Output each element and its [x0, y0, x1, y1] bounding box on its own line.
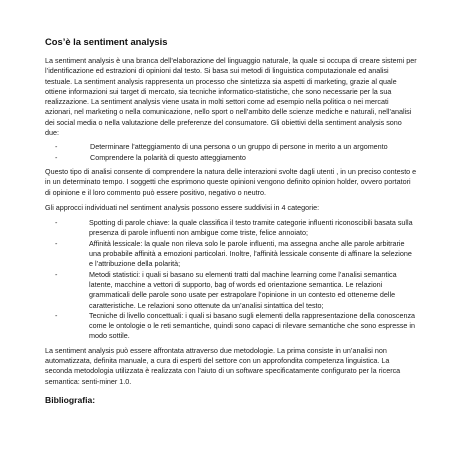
list-item: [45, 218, 417, 239]
objectives-list: [45, 142, 417, 163]
list-item: [45, 270, 417, 311]
dash-bullet: -: [55, 218, 58, 228]
list-item-text: Tecniche di livello concettuali: i quali si basano sugli elementi della rappresentazione della conoscenza come le ontologie o le reti semantiche, quindi sono capaci di rilevare semantiche che sono espresse in modo sottile.: [89, 310, 416, 341]
list-item: [45, 311, 417, 342]
list-item: [45, 239, 417, 270]
dash-bullet: -: [55, 269, 58, 279]
list-item: [45, 153, 417, 163]
list-item-text: Metodi statistici: i quali si basano su elementi tratti dal machine learning come l’analisi semantica latente, macchine a vettori di supporto, bag of words ed orientazione semantica. Le relazioni grammaticali delle parole sono usate per estrapolare l’opinione in un contesto ed ottenerne delle caratteristiche. Le relazioni sono ottenute da un’analisi sintattica del testo;: [89, 269, 397, 310]
list-item-text: Affinità lessicale: la quale non rileva solo le parole influenti, ma assegna anche alle parole arbitrarie una probabile affinità a emozioni particolari. Inoltre, l’affinità lessicale consente di affinare la selezione e l’attribuzione della polarità;: [89, 238, 412, 269]
list-item-text: Spotting di parole chiave: la quale classifica il testo tramite categorie influenti riconoscibili basata sulla presenza di parole influenti non ambigue come triste, felice annoiato;: [89, 218, 413, 238]
dash-bullet: -: [55, 142, 58, 152]
dash-bullet: -: [55, 238, 58, 248]
intro-paragraph: La sentiment analysis è una branca dell’elaborazione del linguaggio naturale, la quale si occupa di creare sistemi per l’identificazione ed estrazioni di opinioni dal testo. Si basa sui metodi di linguistica computazionale ed analisi testuale. La sentiment analysis rappresenta un processo che sintetizza sia aspetti di marketing, grazie al quale ottiene informazioni sui target di mercato, sia tecniche informatico-statistiche, che sono necessarie per la sua realizzazione. La sentiment analysis viene usata in molti settori come ad esempio nella politica o nei mercati azionari, nel marketing o nella comunicazione, nello sport o nell’ambito delle scienze mediche e naturali, nell’analisi dei social media o nella valutazione delle preferenze del consumatore. Gli obiettivi della sentiment analysis sono due:: [45, 56, 417, 138]
categories-intro-paragraph: Gli approcci individuati nel sentiment analysis possono essere suddivisi in 4 categorie:: [45, 202, 320, 212]
categories-list: [45, 218, 417, 342]
context-paragraph: Questo tipo di analisi consente di comprendere la natura delle interazioni svolte dagli utenti , in un preciso contesto e in un determinato tempo. I soggetti che esprimono queste opinioni vengono definito opinion holder, ovvero portatori di opinione e il loro commento può essere positivo, negativo o neutro.: [45, 166, 417, 197]
list-item-text: Comprendere la polarità di questo atteggiamento: [90, 152, 246, 162]
methodology-paragraph: La sentiment analysis può essere affrontata attraverso due metodologie. La prima consiste in un’analisi non automatizzata, definita manuale, a cura di esperti del settore con un approfondita competenza linguistica. La seconda metodologia utilizzata è realizzata con l’aiuto di un software specificatamente configurato per la ricerca semantica: senti-miner 1.0.: [45, 345, 401, 386]
dash-bullet: -: [55, 152, 58, 162]
document-body: [45, 36, 417, 406]
dash-bullet: -: [55, 310, 58, 320]
list-item-text: Determinare l’atteggiamento di una persona o un gruppo di persone in merito a un argomento: [90, 142, 388, 152]
bibliography-heading: Bibliografia:: [45, 394, 96, 405]
list-item: [45, 142, 417, 152]
document-title: Cos’è la sentiment analysis: [45, 36, 168, 47]
